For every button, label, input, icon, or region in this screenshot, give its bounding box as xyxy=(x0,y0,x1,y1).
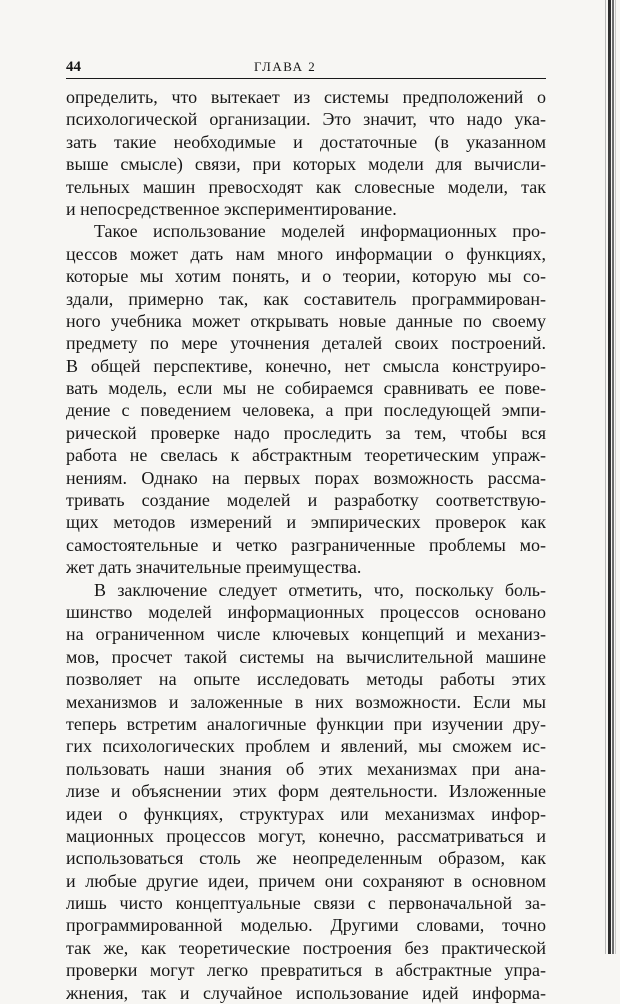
chapter-title: ГЛАВА 2 xyxy=(254,59,317,74)
running-header xyxy=(66,58,546,80)
text-line: лизе и объяснении этих форм деятельности. Изложенные xyxy=(66,781,546,802)
binding-line xyxy=(615,0,616,954)
text-line: вать модель, если мы не собираемся сравнивать ее пове- xyxy=(66,378,546,399)
text-line: которые мы хотим понять, и о теории, которую мы со- xyxy=(66,266,546,287)
text-line: использоваться столь же неопределенным образом, как xyxy=(66,848,546,869)
binding-line xyxy=(608,0,611,954)
text-line: предмету по мере уточнения деталей своих построений. xyxy=(66,333,546,354)
text-line: лишь чисто концептуальные связи с первоначальной за- xyxy=(66,893,546,914)
text-line: ного учебника может открывать новые данные по своему xyxy=(66,310,546,331)
text-line: программированной моделью. Другими словами, точно xyxy=(66,915,546,936)
text-line: на ограниченном числе ключевых концепций и механиз- xyxy=(66,624,546,645)
text-line: мов, просчет такой системы на вычислительной машине xyxy=(66,646,546,667)
text-line: тельных машин превосходят как словесные модели, так xyxy=(66,176,546,197)
text-line: нениям. Однако на первых порах возможность рассма- xyxy=(66,467,546,488)
text-line: цессов может дать нам много информации о функциях, xyxy=(66,243,546,264)
text-line: шинство моделей информационных процессов основано xyxy=(66,601,546,622)
text-line: гих психологических проблем и явлений, мы сможем ис- xyxy=(66,736,546,757)
text-line: так же, как теоретические построения без практической xyxy=(66,937,546,958)
text-line: рической проверке надо проследить за тем, чтобы вся xyxy=(66,422,546,443)
text-line: теперь встретим аналогичные функции при изучении дру- xyxy=(66,713,546,734)
text-line: тривать создание моделей и разработку соответствую- xyxy=(66,490,546,511)
text-line: и любые другие идеи, причем они сохраняют в основном xyxy=(66,870,546,891)
text-line: работа не свелась к абстрактным теоретическим упраж- xyxy=(66,445,546,466)
binding-line xyxy=(605,0,606,954)
page-number: 44 xyxy=(66,59,81,75)
text-line: идеи о функциях, структурах или механизмах инфор- xyxy=(66,803,546,824)
text-line: Такое использование моделей информационных про- xyxy=(94,221,546,242)
page-binding-edge xyxy=(598,0,620,954)
body-text xyxy=(66,86,546,1004)
text-line: дение с поведением человека, а при последующей эмпи- xyxy=(66,400,546,421)
text-line: выше смысле) связи, при которых модели для вычисли- xyxy=(66,154,546,175)
header-rule xyxy=(66,78,546,79)
text-line: самостоятельные и четко разграниченные проблемы мо- xyxy=(66,534,546,555)
text-line: жнения, так и случайное использование идей информа- xyxy=(66,982,546,1003)
text-line: механизмов и заложенные в них возможности. Если мы xyxy=(66,691,546,712)
text-line: психологической организации. Это значит, что надо ука- xyxy=(66,109,546,130)
text-line: здали, примерно так, как составитель программирован- xyxy=(66,288,546,309)
text-line: зать такие необходимые и достаточные (в указанном xyxy=(66,131,546,152)
text-line: жет дать значительные преимущества. xyxy=(66,557,362,578)
text-line: и непосредственное экспериментирование. xyxy=(66,198,397,219)
text-line: проверки могут легко превратиться в абстрактные упра- xyxy=(66,960,546,981)
binding-line xyxy=(612,0,614,954)
text-line: В заключение следует отметить, что, поскольку боль- xyxy=(94,579,546,600)
text-line: позволяет на опыте исследовать методы работы этих xyxy=(66,669,546,690)
text-line: В общей перспективе, конечно, нет смысла конструиро- xyxy=(66,355,546,376)
text-line: пользовать наши знания об этих механизмах при ана- xyxy=(66,758,546,779)
text-line: мационных процессов могут, конечно, рассматриваться и xyxy=(66,825,546,846)
text-line: определить, что вытекает из системы предположений о xyxy=(66,87,546,107)
text-line: щих методов измерений и эмпирических проверок как xyxy=(66,512,546,533)
